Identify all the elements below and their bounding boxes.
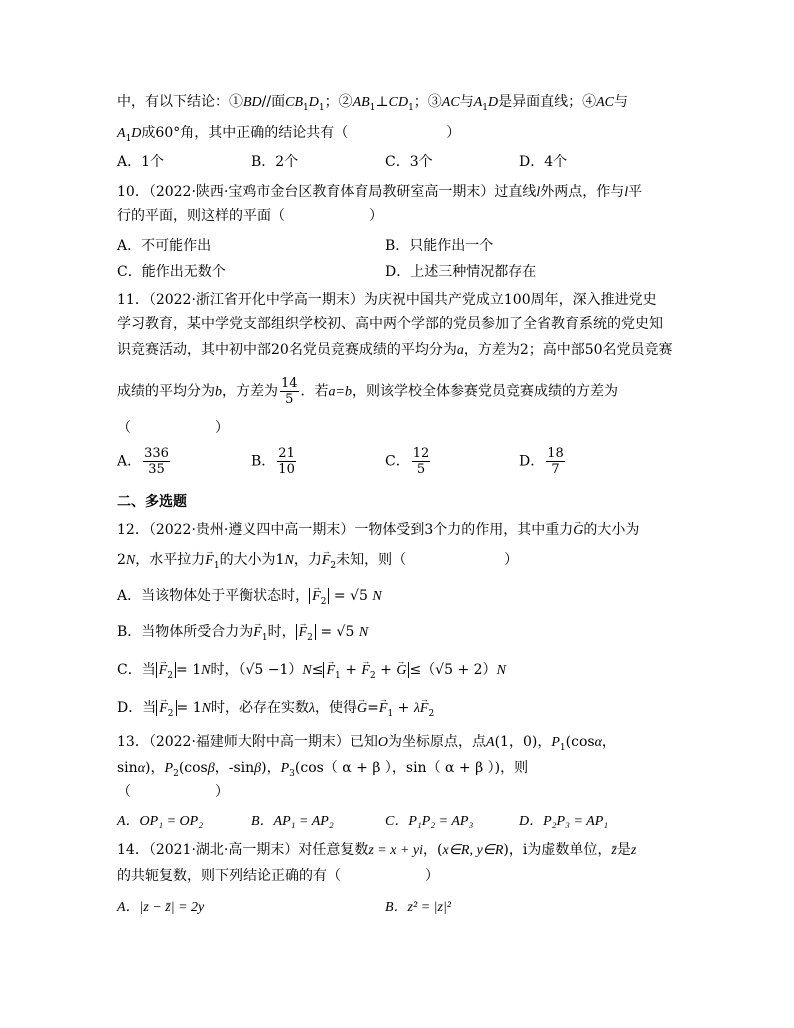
q10-line-1: 10．（2022·陕西·宝鸡市金台区教育体育局教研室高一期末）过直线l外两点，作与l平 xyxy=(117,184,643,200)
q11-line-4: 成绩的平均分为b，方差为 $\frac{14}{5}$ ．若a=b，则该学校全体参赛党员竞赛成绩的方差为 xyxy=(117,376,618,407)
q13-option-d: D．P₂P₃ = AP₁ xyxy=(519,814,609,829)
q10-option-b: B．只能作出一个 xyxy=(385,238,494,254)
q14-option-a: A．|z − z̄| = 2y xyxy=(117,900,205,915)
q13-option-a: A．OP₁ = OP₂ xyxy=(117,814,204,829)
q13-line-3: （ ） xyxy=(117,784,229,800)
q14-line-1: 14．（2021·湖北·高一期末）对任意复数z = x + yi，(x∈R, y∈R)，i为虚数单位，z̄是z xyxy=(117,842,637,858)
q11-line-1: 11．（2022·浙江省开化中学高一期末）为庆祝中国共产党成立100周年，深入推进党史 xyxy=(117,292,657,308)
q10-line-2: 行的平面，则这样的平面（ ） xyxy=(117,208,383,224)
q9-option-c: C．3个 xyxy=(385,154,433,170)
q12-line-2: 2N，水平拉力→ $F_1$的大小为1N，力→ $F_2$未知，则（ ） xyxy=(117,550,518,576)
q12-option-b: B．当物体所受合力为→ $F_1$时，→ $F_2 = √5$ N xyxy=(117,622,368,648)
fraction-14-5: $\frac{14}{5}$ xyxy=(281,376,298,407)
q12-option-a: A．当该物体处于平衡状态时，→ $F_2 = √5$ N xyxy=(117,586,382,612)
q10-option-c: C．能作出无数个 xyxy=(117,264,226,280)
q12-option-c: C．当→ $F_2 = 1N$时，$(√5 -1)N\le\to F_1$ + → $F_2$ + → G ≤（√5 + 2）N xyxy=(117,660,506,686)
q10-option-a: A．不可能作出 xyxy=(117,238,212,254)
q13-option-b: B．AP₁ = AP₂ xyxy=(251,814,334,829)
q11-line-5: （ ） xyxy=(117,420,229,436)
q14-option-b: B．z² = |z|² xyxy=(385,900,451,915)
q11-line-2: 学习教育，某中学党支部组织学校初、高中两个学部的党员参加了全省教育系统的党史知 xyxy=(117,316,663,332)
q9-option-b: B．2个 xyxy=(251,154,299,170)
q11-option-a: A． $\frac{336}{35}$ xyxy=(117,446,169,477)
q12-option-d: D．当→ $F_2 = 1N$时，必存在实数λ，使得→ $G=\to F_1 + \lambda\to F_2$ xyxy=(117,698,434,724)
q11-line-3: 识竞赛活动，其中初中部20名党员竞赛成绩的平均分为a，方差为2；高中部50名党员竞赛 xyxy=(117,342,673,358)
q9-option-d: D．4个 xyxy=(519,154,568,170)
q9-option-a: A．1个 xyxy=(117,154,165,170)
q9-line-2: $A_1D$成60°角，其中正确的结论共有（ ） xyxy=(117,125,461,144)
q12-line-1: 12．（2022·贵州·遵义四中高一期末）一物体受到3个力的作用，其中重力→ G的大小为 xyxy=(117,520,639,541)
q9-line-1: 中，有以下结论：①BD//面$CB_1D_1$；$②AB_1\perp CD_1$；③AC与$A_1D$是异面直线；④AC与 xyxy=(117,94,628,113)
section-heading-multi-choice: 二、多选题 xyxy=(117,494,187,510)
q13-line-1: 13．（2022·福建师大附中高一期末）已知O为坐标原点，点A(1，0)，$P_1(\cos\alpha$， xyxy=(117,734,616,753)
q11-option-c: C． $\frac{12}{5}$ xyxy=(385,446,430,477)
q11-option-d: D． $\frac{18}{7}$ xyxy=(519,446,564,477)
q13-line-2: sinα)，$P_2(\cos\beta$，-sinβ)，$P_3(\cos$（ α + β ），sin（ α + β ）)，则 xyxy=(117,760,529,779)
q14-line-2: 的共轭复数，则下列结论正确的有（ ） xyxy=(117,868,439,884)
q11-option-b: B． $\frac{21}{10}$ xyxy=(251,446,295,477)
q13-option-c: C．P₁P₂ = AP₃ xyxy=(385,814,474,829)
q10-option-d: D．上述三种情况都存在 xyxy=(385,264,537,280)
